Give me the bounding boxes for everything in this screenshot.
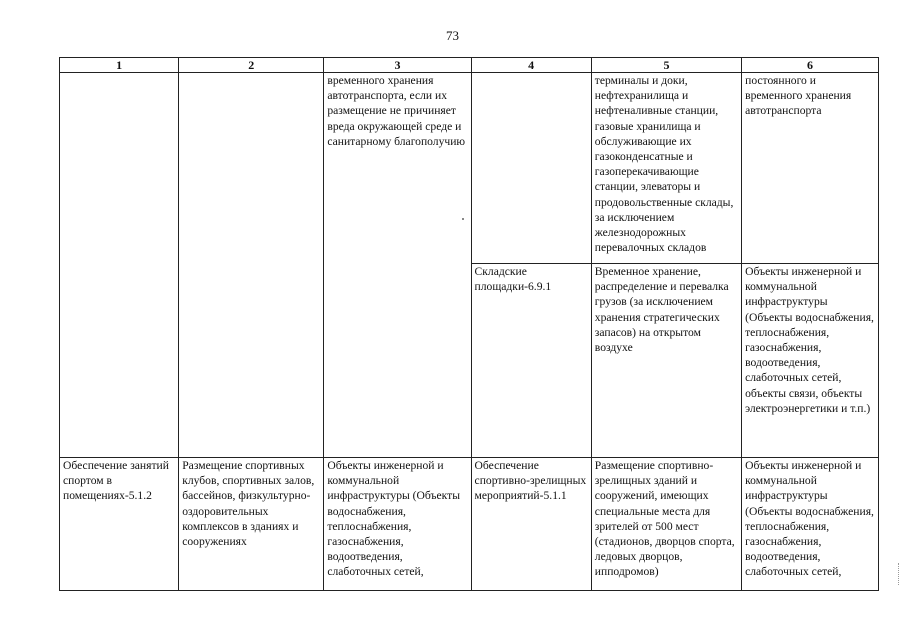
cell-conditional-auxiliary: [742, 264, 879, 458]
scan-artifact-mark: [898, 563, 900, 585]
column-header-1: 1: [60, 58, 179, 73]
column-header-2: 2: [179, 58, 324, 73]
cell-main-use-empty: [60, 73, 179, 458]
cell-conditional-auxiliary: [742, 73, 879, 264]
cell-conditional-description: [591, 264, 741, 458]
cell-text: Размещение спортивных клубов, спортивных залов, бассейнов, физкультурно-оздоровительных комплексов в зданиях и сооружениях: [182, 459, 315, 549]
cell-conditional-description: [591, 458, 741, 591]
cell-auxiliary-uses: [324, 73, 471, 458]
cell-auxiliary-uses: [324, 458, 471, 591]
table-header-row: [60, 58, 879, 73]
cell-text: Обеспечение спортивно-зрелищных мероприятий-5.1.1: [474, 459, 587, 503]
column-header-6: 6: [742, 58, 879, 73]
cell-conditional-use: [471, 264, 591, 458]
column-header-3: 3: [324, 58, 471, 73]
cell-text: временного хранения автотранспорта, если их размещение не причиняет вреда окружающей среде и санитарному благополучию: [327, 74, 466, 148]
scan-artifact-dot: [462, 218, 464, 220]
cell-conditional-auxiliary: [742, 458, 879, 591]
page-number: 73: [446, 28, 459, 43]
table-row: [60, 458, 879, 591]
cell-main-description: [179, 458, 324, 591]
cell-conditional-use-empty: [471, 73, 591, 264]
cell-text: постоянного и временного хранения автотранспорта: [745, 74, 852, 118]
zoning-table: [59, 57, 879, 591]
cell-main-description-empty: [179, 73, 324, 458]
cell-main-use: [60, 458, 179, 591]
cell-text: Обеспечение занятий спортом в помещениях-5.1.2: [63, 459, 169, 503]
cell-conditional-description: [591, 73, 741, 264]
cell-text: Объекты инженерной и коммунальной инфраструктуры (Объекты водоснабжения, теплоснабжения, газоснабжения, водоотведения, слаботочных сетей, объекты связи, объекты электроэнергетики и т.п.): [745, 265, 874, 415]
column-header-5: 5: [591, 58, 741, 73]
cell-text: Временное хранение, распределение и перевалка грузов (за исключением хранения стратегических запасов) на открытом воздухе: [594, 265, 729, 355]
cell-text: терминалы и доки, нефтехранилища и нефтеналивные станции, газовые хранилища и обслуживающие их газоконденсатные и газоперекачивающие станции, элеваторы и продовольственные склады, за исключением железнодорожных перевалочных складов: [594, 74, 734, 255]
cell-conditional-use: [471, 458, 591, 591]
column-header-4: 4: [471, 58, 591, 73]
cell-text: Складские площадки-6.9.1: [474, 265, 552, 294]
cell-text: Объекты инженерной и коммунальной инфраструктуры (Объекты водоснабжения, теплоснабжения, газоснабжения, водоотведения, слаботочных сетей,: [745, 459, 874, 579]
table-row: [60, 73, 879, 264]
cell-text: Размещение спортивно-зрелищных зданий и сооружений, имеющих специальные места для зрителей от 500 мест (стадионов, дворцов спорта, ледовых дворцов, ипподромов): [594, 459, 735, 579]
cell-text: Объекты инженерной и коммунальной инфраструктуры (Объекты водоснабжения, теплоснабжения, газоснабжения, водоотведения, слаботочных сетей,: [327, 459, 460, 579]
